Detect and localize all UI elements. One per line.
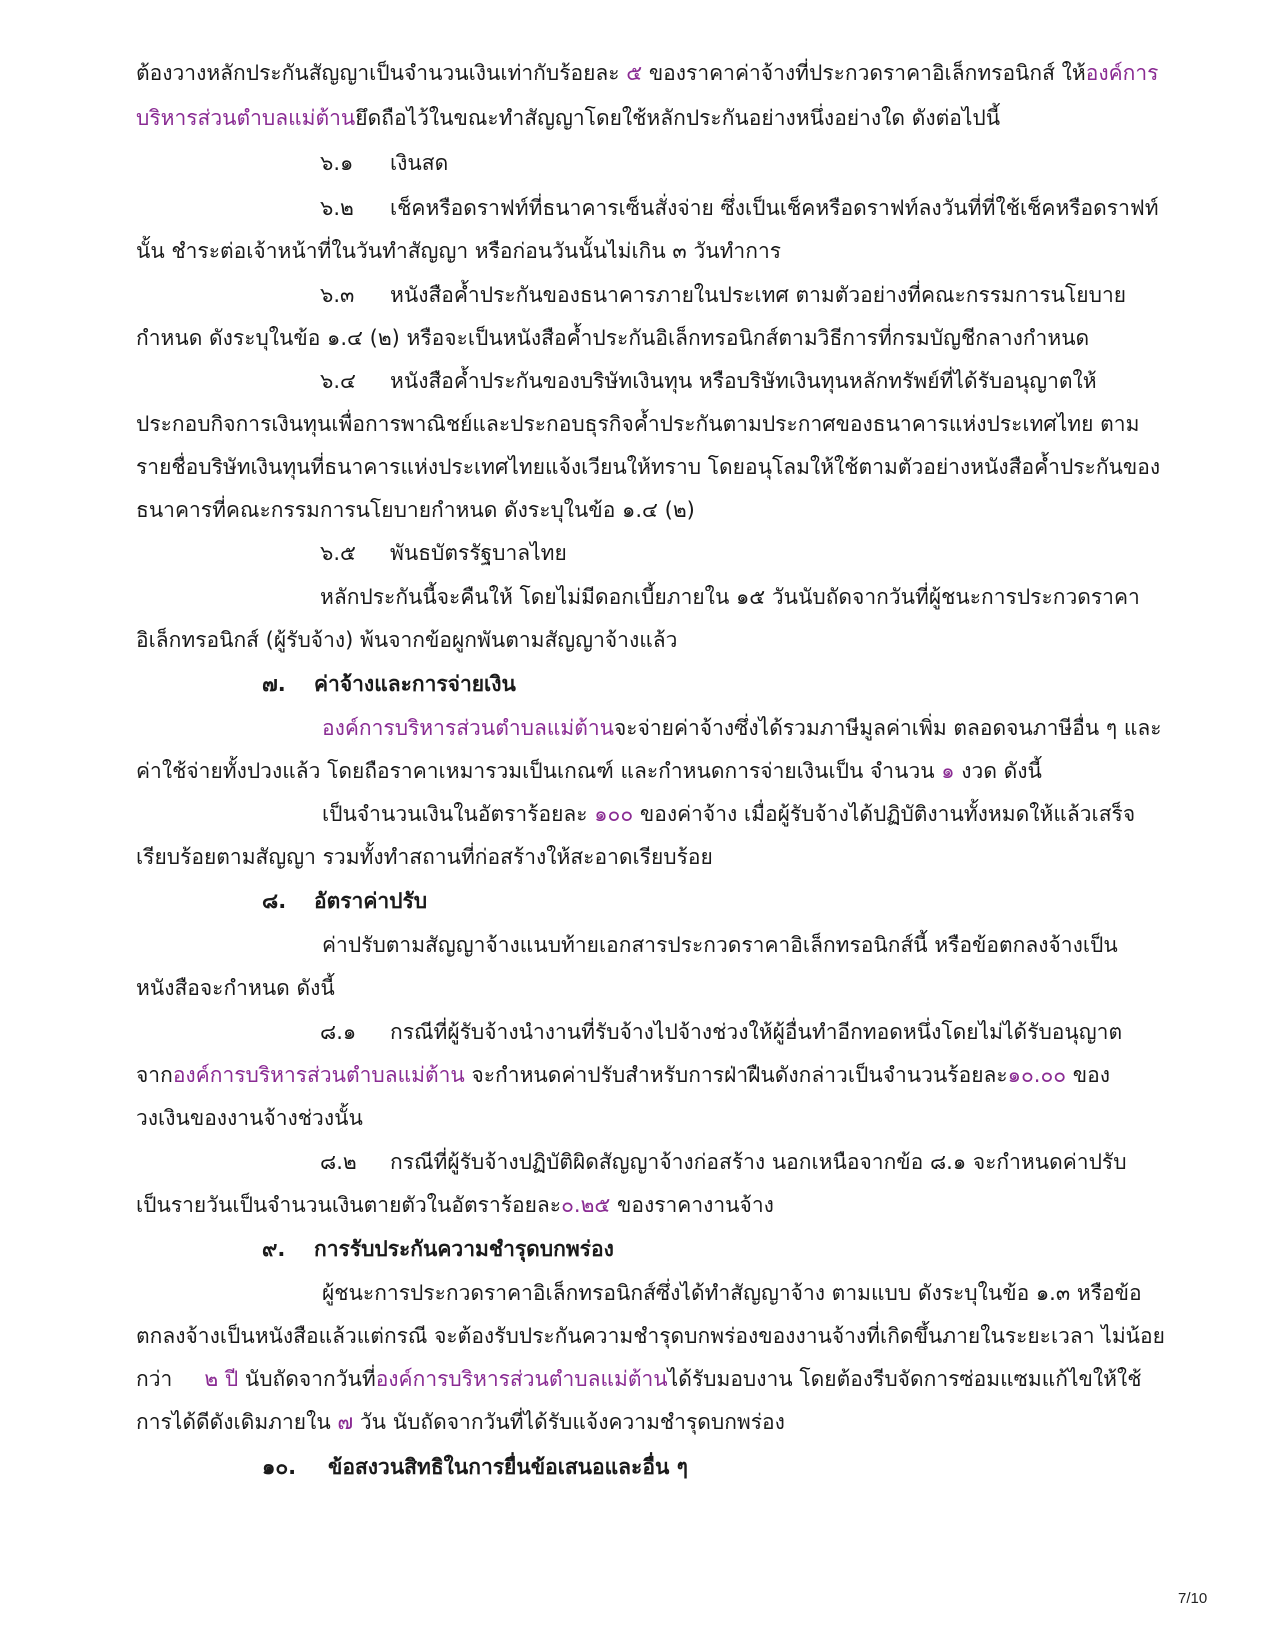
text-run: จะจ่ายค่าจ้างซึ่งได้รวมภาษีมูลค่าเพิ่ม ตลอดจนภาษีอื่น ๆ และ (613, 716, 1162, 740)
text-run: กว่า (136, 1367, 173, 1391)
body-line (322, 799, 1135, 829)
section-number: ๑๐. (262, 1455, 297, 1479)
text-run: ได้รับมอบงาน โดยต้องรีบจัดการซ่อมแซมแก้ไขให้ใช้ (667, 1367, 1142, 1391)
subsection-number: ๖.๑ (320, 151, 354, 175)
text-run: ของราคางานจ้าง (610, 1193, 774, 1217)
body-line: กำหนด ดังระบุในข้อ ๑.๔ (๒) หรือจะเป็นหนังสือค้ำประกันอิเล็กทรอนิกส์ตามวิธีการที่กรมบัญชีกลางกำหนด (136, 326, 1090, 350)
highlighted-org-name: บริหารส่วนตำบลแม่ต้าน (136, 106, 356, 130)
subsection-text: พันธบัตรรัฐบาลไทย (390, 541, 567, 565)
highlighted-value: ๑ (941, 759, 955, 783)
body-line: นั้น ชำระต่อเจ้าหน้าที่ในวันทำสัญญา หรือก่อนวันนั้นไม่เกิน ๓ วันทำการ (136, 239, 782, 263)
text-run: เป็นจำนวนเงินในอัตราร้อยละ (322, 802, 595, 826)
highlighted-value: ๐.๒๕ (561, 1193, 611, 1217)
highlighted-org-name: องค์การ (1085, 61, 1159, 85)
section-heading-10 (262, 1452, 688, 1482)
subsection-6-2 (320, 193, 1159, 223)
body-line (136, 756, 1042, 786)
highlighted-org-name: องค์การบริหารส่วนตำบลแม่ต้าน (172, 1063, 465, 1087)
subsection-text: หนังสือค้ำประกันของบริษัทเงินทุน หรือบริษัทเงินทุนหลักทรัพย์ที่ได้รับอนุญาตให้ (390, 369, 1097, 393)
text-run: เป็นรายวันเป็นจำนวนเงินตายตัวในอัตราร้อยละ (136, 1193, 562, 1217)
text-run: ของราคาค่าจ้างที่ประกวดราคาอิเล็กทรอนิกส์ ให้ (642, 61, 1086, 85)
subsection-6-3 (320, 280, 1126, 310)
body-line: เรียบร้อยตามสัญญา รวมทั้งทำสถานที่ก่อสร้างให้สะอาดเรียบร้อย (136, 845, 713, 869)
section-title: การรับประกันความชำรุดบกพร่อง (314, 1237, 614, 1261)
section-number: ๗. (262, 672, 286, 696)
subsection-6-1 (320, 148, 448, 178)
subsection-6-4 (320, 366, 1097, 396)
section-title: ค่าจ้างและการจ่ายเงิน (314, 672, 516, 696)
section-heading-9 (262, 1234, 614, 1264)
highlighted-org-name: องค์การบริหารส่วนตำบลแม่ต้าน (375, 1367, 668, 1391)
text-run: งวด ดังนี้ (954, 759, 1042, 783)
subsection-number: ๖.๒ (320, 196, 354, 220)
body-line (136, 58, 1158, 88)
text-run: ของค่าจ้าง เมื่อผู้รับจ้างได้ปฏิบัติงานทั้งหมดให้แล้วเสร็จ (633, 802, 1136, 826)
body-line: ตกลงจ้างเป็นหนังสือแล้วแต่กรณี จะต้องรับประกันความชำรุดบกพร่องของงานจ้างที่เกิดขึ้นภายในระยะเวลา ไม่น้อย (136, 1324, 1165, 1348)
page-number: 7/10 (1178, 1590, 1208, 1607)
subsection-6-5 (320, 538, 567, 568)
body-line: วงเงินของงานจ้างช่วงนั้น (136, 1106, 363, 1130)
text-run: จาก (136, 1063, 173, 1087)
subsection-text: เช็คหรือดราฟท์ที่ธนาคารเซ็นสั่งจ่าย ซึ่งเป็นเช็คหรือดราฟท์ลงวันที่ที่ใช้เช็คหรือดราฟท์ (390, 196, 1159, 220)
body-line: ผู้ชนะการประกวดราคาอิเล็กทรอนิกส์ซึ่งได้ทำสัญญาจ้าง ตามแบบ ดังระบุในข้อ ๑.๓ หรือข้อ (322, 1281, 1142, 1305)
text-run: วัน นับถัดจากวันที่ได้รับแจ้งความชำรุดบกพร่อง (353, 1410, 785, 1434)
subsection-text: เงินสด (390, 151, 449, 175)
body-line: อิเล็กทรอนิกส์ (ผู้รับจ้าง) พ้นจากข้อผูกพันตามสัญญาจ้างแล้ว (136, 628, 678, 652)
highlighted-org-name: องค์การบริหารส่วนตำบลแม่ต้าน (322, 716, 614, 740)
subsection-text: กรณีที่ผู้รับจ้างนำงานที่รับจ้างไปจ้างช่วงให้ผู้อื่นทำอีกทอดหนึ่งโดยไม่ได้รับอนุญาต (390, 1020, 1123, 1044)
section-heading-7 (262, 669, 516, 699)
body-line: ธนาคารที่คณะกรรมการนโยบายกำหนด ดังระบุในข้อ ๑.๔ (๒) (136, 498, 695, 522)
section-number: ๙. (262, 1237, 286, 1261)
subsection-number: ๘.๒ (320, 1150, 357, 1174)
section-title: ข้อสงวนสิทธิในการยื่นข้อเสนอและอื่น ๆ (328, 1455, 688, 1479)
subsection-number: ๖.๕ (320, 541, 356, 565)
body-line: รายชื่อบริษัทเงินทุนที่ธนาคารแห่งประเทศไทยแจ้งเวียนให้ทราบ โดยอนุโลมให้ใช้ตามตัวอย่างหนังสือค้ำประกันของ (136, 455, 1161, 479)
body-line (136, 1060, 1110, 1090)
body-line (136, 103, 1000, 133)
text-run: นับถัดจากวันที่ (238, 1367, 376, 1391)
body-line (136, 1407, 785, 1437)
text-run: จะกำหนดค่าปรับสำหรับการฝ่าฝืนดังกล่าวเป็นจำนวนร้อยละ (464, 1063, 1008, 1087)
subsection-text: หนังสือค้ำประกันของธนาคารภายในประเทศ ตามตัวอย่างที่คณะกรรมการนโยบาย (390, 283, 1127, 307)
section-title: อัตราค่าปรับ (314, 889, 428, 913)
subsection-text: กรณีที่ผู้รับจ้างปฏิบัติผิดสัญญาจ้างก่อสร้าง นอกเหนือจากข้อ ๘.๑ จะกำหนดค่าปรับ (390, 1150, 1127, 1174)
text-run: ยึดถือไว้ในขณะทำสัญญาโดยใช้หลักประกันอย่างหนึ่งอย่างใด ดังต่อไปนี้ (355, 106, 1001, 130)
body-line (136, 1364, 1142, 1394)
subsection-number: ๘.๑ (320, 1020, 357, 1044)
section-heading-8 (262, 886, 427, 916)
subsection-number: ๖.๔ (320, 369, 356, 393)
text-run: ต้องวางหลักประกันสัญญาเป็นจำนวนเงินเท่ากับร้อยละ (136, 61, 627, 85)
text-run: การได้ดีดังเดิมภายใน (136, 1410, 338, 1434)
subsection-8-2 (320, 1147, 1127, 1177)
body-line (136, 1190, 774, 1220)
body-line: ค่าปรับตามสัญญาจ้างแนบท้ายเอกสารประกวดราคาอิเล็กทรอนิกส์นี้ หรือข้อตกลงจ้างเป็น (322, 933, 1118, 957)
text-run: ของ (1066, 1063, 1111, 1087)
body-line: หลักประกันนี้จะคืนให้ โดยไม่มีดอกเบี้ยภายใน ๑๕ วันนับถัดจากวันที่ผู้ชนะการประกวดราคา (320, 585, 1140, 609)
subsection-8-1 (320, 1017, 1122, 1047)
body-line: ประกอบกิจการเงินทุนเพื่อการพาณิชย์และประกอบธุรกิจค้ำประกันตามประกาศของธนาคารแห่งประเทศไทย ตาม (136, 412, 1140, 436)
body-line (322, 713, 1162, 743)
section-number: ๘. (262, 889, 287, 913)
highlighted-value: ๕ (626, 61, 643, 85)
subsection-number: ๖.๓ (320, 283, 355, 307)
highlighted-value: ๒ ปี (204, 1367, 239, 1391)
body-line: หนังสือจะกำหนด ดังนี้ (136, 976, 335, 1000)
text-run: ค่าใช้จ่ายทั้งปวงแล้ว โดยถือราคาเหมารวมเป็นเกณฑ์ และกำหนดการจ่ายเงินเป็น จำนวน (136, 759, 942, 783)
highlighted-value: ๗ (337, 1410, 354, 1434)
highlighted-value: ๑๐.๐๐ (1007, 1063, 1067, 1087)
highlighted-value: ๑๐๐ (594, 802, 634, 826)
